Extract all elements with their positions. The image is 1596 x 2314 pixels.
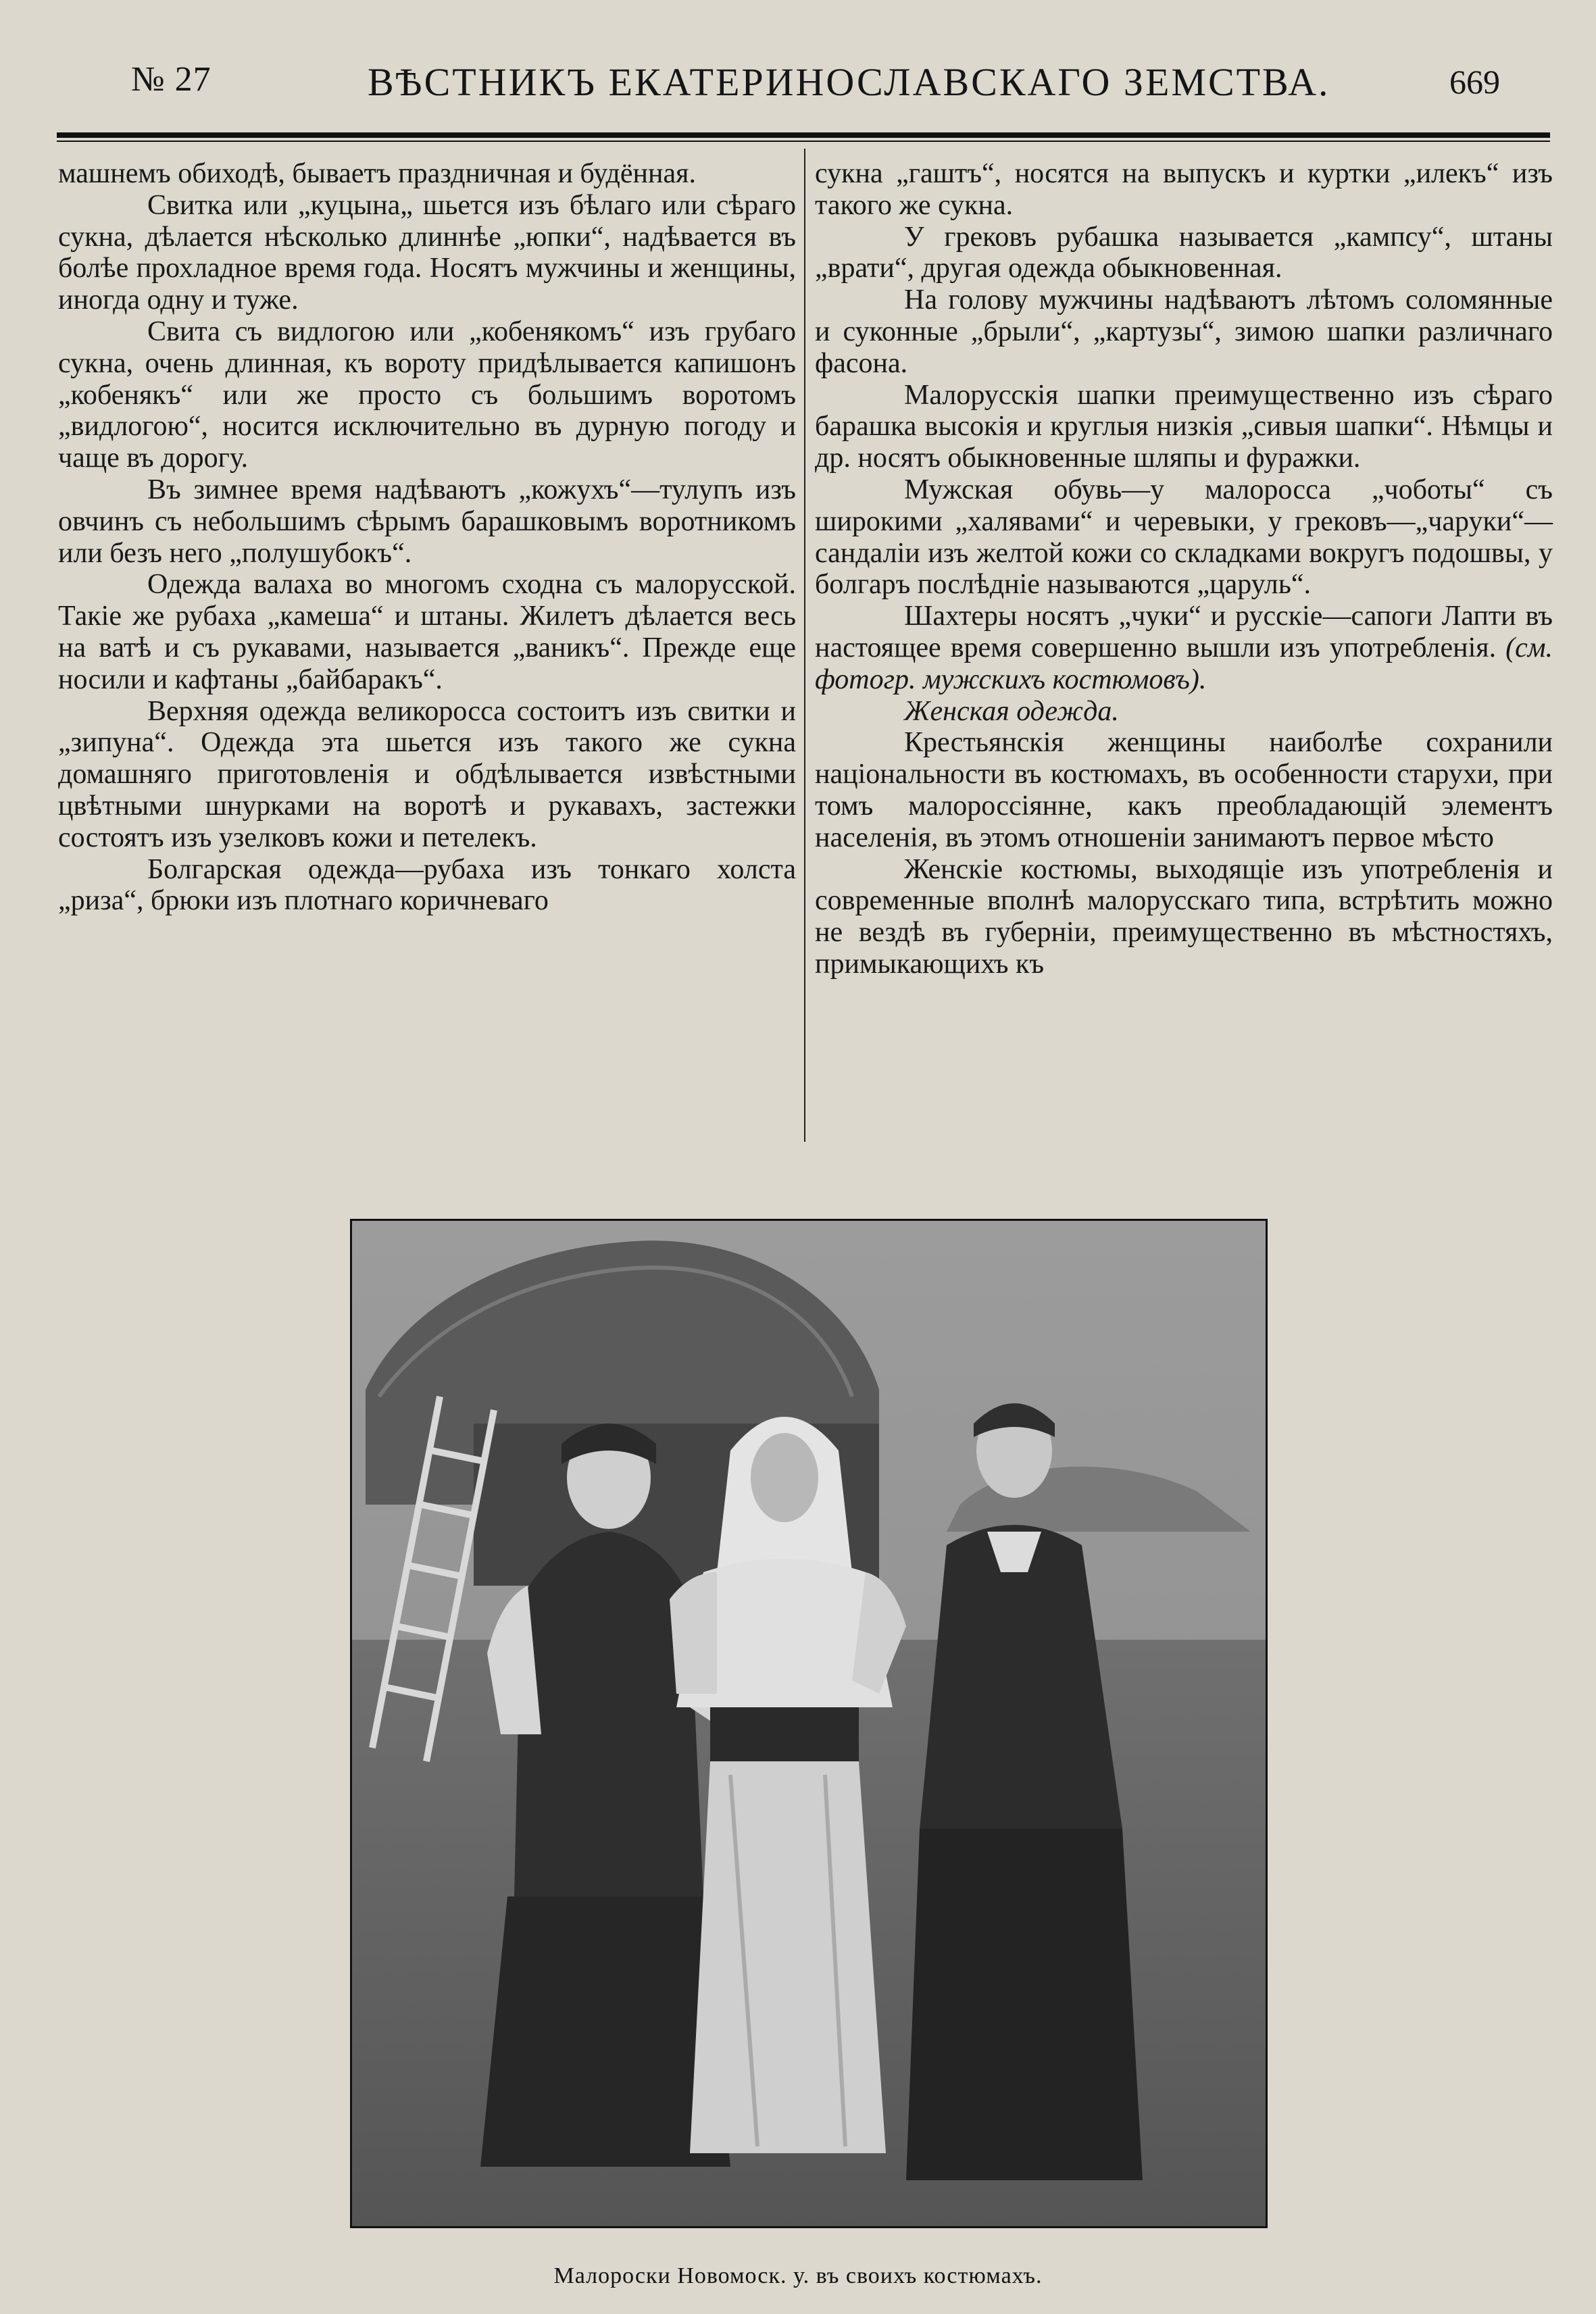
photograph-illustration [352,1221,1266,2226]
section-subheading: Женская одежда. [904,695,1119,727]
paragraph: Свитка или „куцына„ шьется изъ бѣлаго или сѣраго сукна, дѣлается нѣсколько длиннѣе „юпки“, надѣвается въ болѣе прохладное время года. Носятъ мужчины и женщины, иногда одну и туже. [58,189,796,316]
paragraph: Верхняя одежда великоросса состоитъ изъ свитки и „зипуна“. Одежда эта шьется изъ такого же сукна домашняго приготовленія и обдѣлывается извѣстными цвѣтными шнурками на воротѣ и рукавахъ, застежки состоятъ изъ узелковъ кожи и петелекъ. [58,695,796,853]
right-column [815,158,1553,980]
column-divider [804,149,805,1142]
paragraph: сукна „гаштъ“, носятся на выпускъ и куртки „илекъ“ изъ такого же сукна. [815,158,1553,221]
paragraph: Малорусскія шапки преимущественно изъ сѣраго барашка высокія и круглыя низкія „сивыя шапки“. Нѣмцы и др. носятъ обыкновенные шляпы и фуражки. [815,379,1553,474]
photo-caption: Малороски Новомоск. у. въ своихъ костюмахъ. [553,2263,1043,2288]
paragraph: У грековъ рубашка называется „кампсу“, штаны „врати“, другая одежда обыкновенная. [815,221,1553,284]
paragraph: На голову мужчины надѣваютъ лѣтомъ соломянные и суконные „брыли“, „картузы“, зимою шапки различнаго фасона. [815,284,1553,379]
paragraph: Свита съ видлогою или „кобенякомъ“ изъ грубаго сукна, очень длинная, къ вороту придѣлывается капишонъ „кобенякъ“ или же просто съ большимъ воротомъ „видлогою“, носится исключительно въ дурную погоду и чаще въ дорогу. [58,316,796,474]
page-number: 669 [1449,63,1500,101]
paragraph: машнемъ обиходѣ, бываетъ праздничная и будённая. [58,158,696,189]
paragraph: Крестьянскія женщины наиболѣе сохранили національности въ костюмахъ, въ особенности старухи, при томъ малороссіянне, какъ преобладающій элементъ населенія, въ этомъ отношеніи занимаютъ первое мѣсто [815,727,1553,853]
paragraph: Мужская обувь—у малоросса „чоботы“ съ широкими „халявами“ и черевыки, у грековъ—„чаруки“—сандаліи изъ желтой кожи со складками вокругъ подошвы, у болгаръ послѣдніе называются „царуль“. [815,474,1553,601]
journal-title: ВѢСТНИКЪ ЕКАТЕРИНОСЛАВСКАГО ЗЕМСТВА. [368,60,1330,104]
paragraph: Въ зимнее время надѣваютъ „кожухъ“—тулупъ изъ овчинъ съ небольшимъ сѣрымъ барашковымъ воротникомъ или безъ него „полушубокъ“. [58,474,796,569]
paragraph: Женскіе костюмы, выходящіе изъ употребленія и современные вполнѣ малорусскаго типа, встрѣтить можно не вездѣ въ губерніи, преимущественно въ мѣстностяхъ, примыкающихъ къ [815,853,1553,980]
header-rule-thick [57,132,1550,138]
page-header [57,47,1541,115]
paragraph: Болгарская одежда—рубаха изъ тонкаго холста „риза“, брюки изъ плотнаго коричневаго [58,853,796,917]
issue-number: № 27 [131,60,211,99]
photograph [350,1219,1268,2228]
left-column [58,158,796,917]
paragraph-text: Шахтеры носятъ „чуки“ и русскіе—сапоги Лапти въ настоящее время совершенно вышли изъ употребленія. [815,601,1553,663]
header-rule-thin [57,141,1550,142]
paragraph: Одежда валаха во многомъ сходна съ малорусской. Такіе же рубаха „камеша“ и штаны. Жилетъ дѣлается весь на ватѣ и съ рукавами, называется „ваникъ“. Прежде еще носили и кафтаны „байбаракъ“. [58,569,796,695]
photo-reference-note: (см. фотогр. мужскихъ костюмовъ). [815,632,1553,695]
paragraph [815,601,1553,695]
